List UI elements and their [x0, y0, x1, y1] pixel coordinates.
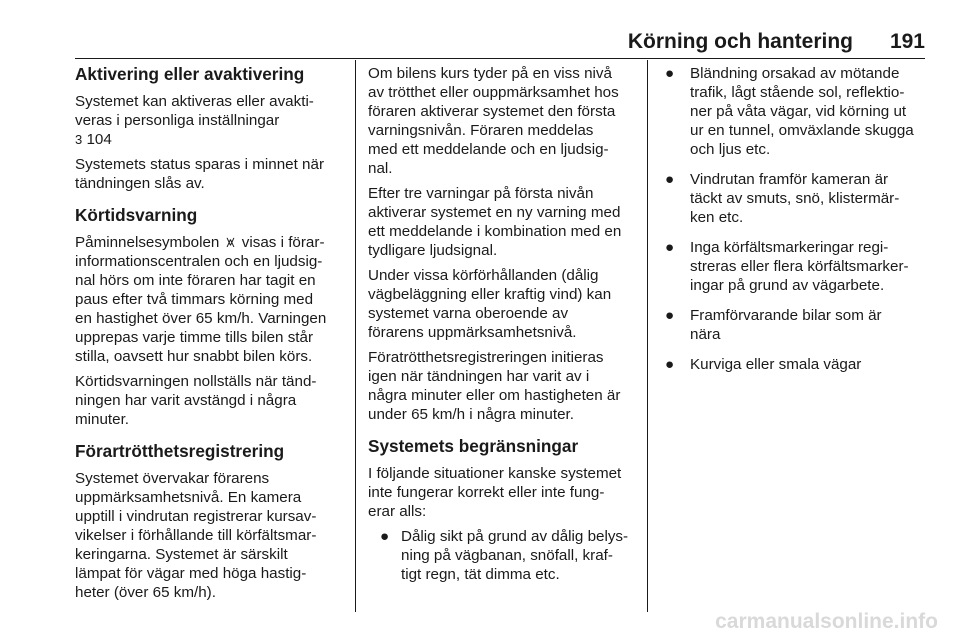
text-line: minuter. — [75, 411, 130, 428]
text-line: ett meddelande i kombination med en — [368, 223, 622, 240]
text-line: lämpat för vägar med höga hastig- — [75, 565, 307, 582]
text-line: upprepas varje timme tills bilen står — [75, 329, 314, 346]
text-line: en hastighet över 65 km/h. Varningen — [75, 310, 327, 327]
text-line: Om bilens kurs tyder på en viss nivå — [368, 65, 612, 82]
text-line: Framförvarande bilar som är — [690, 307, 882, 324]
column-divider-2 — [647, 60, 648, 612]
text-line: förarens uppmärksamhetsnivå. — [368, 324, 577, 341]
paragraph-first-level — [368, 64, 634, 178]
text-line: inte fungerar korrekt eller inte fung- — [368, 484, 605, 501]
bullet-icon: ● — [665, 171, 675, 188]
heading-fatigue-detection: Förartrötthetsregistrering — [75, 441, 285, 461]
text-line: streras eller flera körfältsmarker- — [690, 258, 909, 275]
text-line: trafik, lågt stående sol, reflektio- — [690, 84, 905, 101]
text-line: igen när tändningen har varit av i — [368, 368, 590, 385]
text-line: Vindrutan framför kameran är — [690, 171, 889, 188]
paragraph-reminder: Påminnelsesymbolen ⩙ visas i förar- informationscentralen och en ljudsig- nal hörs om inte föraren har tagit en paus efter två timmars körning med en hastighet över 65 km/h. Varningen upprepas varje timme tills bilen står stilla, oavsett hur snabbt bilen körs. — [75, 233, 347, 366]
text-line: informationscentralen och en ljudsig- — [75, 253, 323, 270]
list-item — [380, 527, 634, 584]
text-line: föraren aktiverar systemet den första — [368, 103, 616, 120]
limitations-list-part1 — [368, 527, 634, 584]
text-line: nal. — [368, 160, 393, 177]
list-item — [662, 238, 928, 295]
paragraph-status — [75, 155, 347, 193]
text-line: Systemets status sparas i minnet när — [75, 156, 325, 173]
text-line: erar alls: — [368, 503, 427, 520]
text-line: veras i personliga inställningar — [75, 112, 280, 129]
text-line: systemet varna oberoende av — [368, 305, 569, 322]
column-1 — [75, 64, 347, 608]
bullet-icon: ● — [665, 307, 675, 324]
text-line: Under vissa körförhållanden (dålig — [368, 267, 599, 284]
paragraph-reinit — [368, 348, 634, 424]
reference-page: 104 — [86, 131, 112, 148]
paragraph-second-level — [368, 184, 634, 260]
paragraph-activation — [75, 92, 347, 149]
text-line: uppmärksamhetsnivå. En kamera — [75, 489, 302, 506]
text-line: Systemet övervakar förarens — [75, 470, 270, 487]
header-rule — [75, 58, 925, 59]
text-line: nal hörs om inte föraren har tagit en — [75, 272, 316, 289]
watermark: carmanualsonline.info — [715, 610, 938, 633]
bullet-icon: ● — [665, 65, 675, 82]
page-reference[interactable] — [75, 130, 347, 149]
bullet-icon: ● — [380, 528, 390, 545]
text-line: tydligare ljudsignal. — [368, 242, 498, 259]
text-line: av trötthet eller ouppmärksamhet hos — [368, 84, 619, 101]
text-line: vikelser i förhållande till körfältsmar- — [75, 527, 317, 544]
limitations-list-part2 — [662, 64, 928, 374]
chapter-title: Körning och hantering — [627, 30, 853, 53]
heading-driving-time-warning: Körtidsvarning — [75, 205, 198, 225]
text-line: Systemet kan aktiveras eller avakti- — [75, 93, 314, 110]
text-line: Efter tre varningar på första nivån — [368, 185, 594, 202]
list-item — [662, 64, 928, 159]
page-number: 191 — [889, 30, 925, 53]
reference-arrow-icon: 3 — [75, 132, 83, 147]
text-line: några minuter eller om hastigheten är — [368, 387, 621, 404]
text-line: Körtidsvarningen nollställs när tänd- — [75, 373, 317, 390]
text-line: ur en tunnel, omväxlande skugga — [690, 122, 914, 139]
heading-system-limitations: Systemets begränsningar — [368, 436, 579, 456]
text-line: täckt av smuts, snö, klistermär- — [690, 190, 900, 207]
text-line: tändningen slås av. — [75, 175, 205, 192]
paragraph-situations — [368, 464, 634, 521]
heading-activation: Aktivering eller avaktivering — [75, 64, 305, 84]
text-line: och ljus etc. — [690, 141, 771, 158]
text-line: under 65 km/h i några minuter. — [368, 406, 574, 423]
list-item — [662, 170, 928, 227]
text-line: Kurviga eller smala vägar — [690, 356, 862, 373]
column-divider-1 — [355, 60, 356, 612]
paragraph-monitoring — [75, 469, 347, 602]
text-line: ken etc. — [690, 209, 744, 226]
text-line: vägbeläggning eller kraftig vind) kan — [368, 286, 612, 303]
list-item — [662, 306, 928, 344]
text-line: ning på vägbanan, snöfall, kraf- — [401, 547, 613, 564]
bullet-icon: ● — [665, 356, 675, 373]
text-line: nära — [690, 326, 721, 343]
text-line: Föratrötthetsregistreringen initieras — [368, 349, 604, 366]
page-header — [75, 28, 925, 56]
bullet-icon: ● — [665, 239, 675, 256]
text-line: stilla, oavsett hur snabbt bilen körs. — [75, 348, 313, 365]
text-line: heter (över 65 km/h). — [75, 584, 216, 601]
text-line: ner på våta vägar, vid körning ut — [690, 103, 907, 120]
text-line: Dålig sikt på grund av dålig belys- — [401, 528, 629, 545]
text-line: ingar på grund av vägarbete. — [690, 277, 885, 294]
text-line: keringarna. Systemet är särskilt — [75, 546, 288, 563]
column-2 — [368, 64, 634, 595]
paragraph-reset — [75, 372, 347, 429]
paragraph-conditions — [368, 266, 634, 342]
text-line: Bländning orsakad av mötande — [690, 65, 900, 82]
text-line: ningen har varit avstängd i några — [75, 392, 297, 409]
column-3 — [662, 64, 928, 385]
text-line: upptill i vindrutan registrerar kursav- — [75, 508, 317, 525]
break-reminder-icon: ⩙ — [226, 234, 235, 251]
text-line: Inga körfältsmarkeringar regi- — [690, 239, 889, 256]
text-line: tigt regn, tät dimma etc. — [401, 566, 560, 583]
list-item — [662, 355, 928, 374]
text-line: med ett meddelande och en ljudsig- — [368, 141, 609, 158]
text-line: I följande situationer kanske systemet — [368, 465, 622, 482]
text-line: paus efter två timmars körning med — [75, 291, 314, 308]
text-line: varningsnivån. Föraren meddelas — [368, 122, 594, 139]
text-line: aktiverar systemet en ny varning med — [368, 204, 621, 221]
